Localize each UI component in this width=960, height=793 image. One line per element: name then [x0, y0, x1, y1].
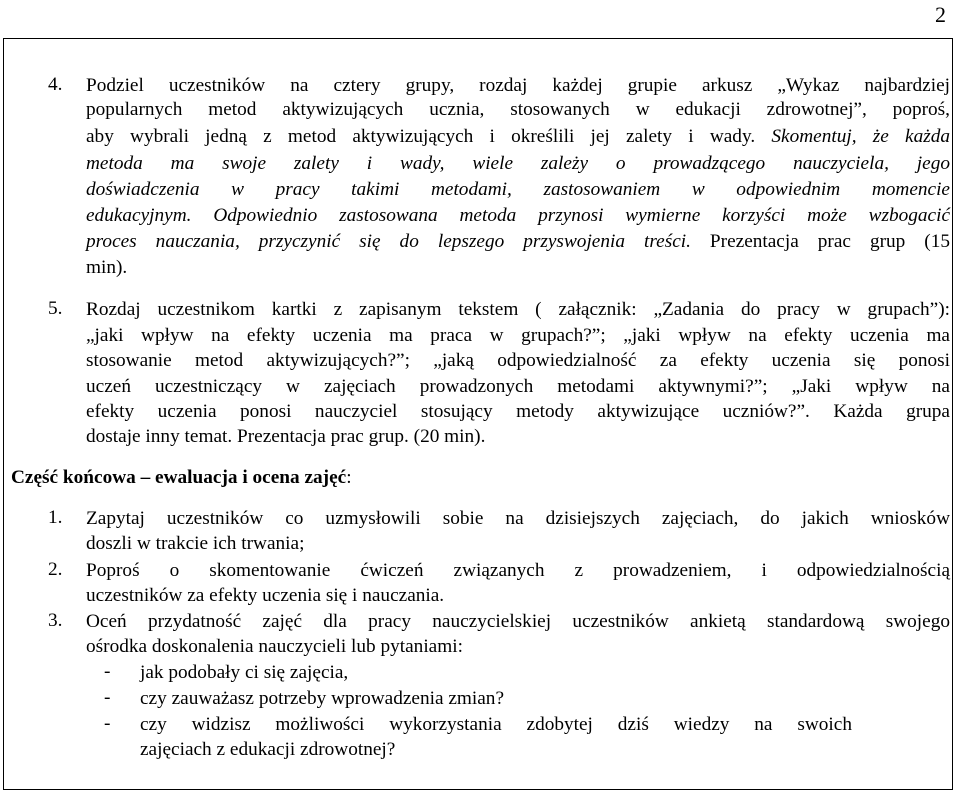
question-3-dash: - [104, 713, 111, 734]
list-item-3-number: 3. [48, 610, 63, 631]
question-3-line-2: zajęciach z edukacji zdrowotnej? [140, 739, 396, 760]
question-1-dash: - [104, 661, 111, 682]
list-item-1-line-1: Zapytaj uczestników co uzmysłowili sobie na dzisiejszych zajęciach, do jakich wniosków [86, 508, 950, 529]
item-4-line-7: proces nauczania, przyczynić się do lepszego przyswojenia treści. Prezentacja prac grup (15 [86, 231, 950, 252]
item-4-line-6: edukacyjnym. Odpowiednio zastosowana metoda przynosi wymierne korzyści może wzbogacić [86, 205, 950, 226]
question-1-line-1: jak podobały ci się zajęcia, [140, 662, 349, 683]
item-4-line-1: Podziel uczestników na cztery grupy, rozdaj każdej grupie arkusz „Wykaz najbardziej [86, 75, 950, 96]
item-4-number: 4. [48, 74, 63, 95]
page-number: 2 [935, 2, 946, 27]
item-4-line-4: metoda ma swoje zalety i wady, wiele zależy o prowadzącego nauczyciela, jego [86, 153, 950, 174]
section-title: Część końcowa – ewaluacja i ocena zajęć: [11, 467, 352, 488]
item-5-line-5: efekty uczenia ponosi nauczyciel stosujący metody aktywizujące uczniów?”. Każda grupa [86, 401, 950, 422]
item-4-line-5: doświadczenia w pracy takimi metodami, zastosowaniem w odpowiednim momencie [86, 179, 950, 200]
list-item-1-number: 1. [48, 507, 63, 528]
list-item-3-line-1: Oceń przydatność zajęć dla pracy nauczycielskiej uczestników ankietą standardową swojego [86, 611, 950, 632]
item-4-line-8: min). [86, 257, 128, 278]
list-item-1-line-2: doszli w trakcie ich trwania; [86, 533, 305, 554]
item-5-line-6: dostaje inny temat. Prezentacja prac grup. (20 min). [86, 426, 486, 447]
item-5-line-3: stosowanie metod aktywizujących?”; „jaką odpowiedzialność za efekty uczenia się ponosi [86, 350, 950, 371]
item-4-line-2: popularnych metod aktywizujących ucznia, stosowanych w edukacji zdrowotnej”, poproś, [86, 99, 950, 120]
list-item-2-line-1: Poproś o skomentowanie ćwiczeń związanych z prowadzeniem, i odpowiedzialnością [86, 560, 950, 581]
item-5-number: 5. [48, 298, 63, 319]
item-5-line-1: Rozdaj uczestnikom kartki z zapisanym tekstem ( załącznik: „Zadania do pracy w grupach”): [86, 299, 950, 320]
list-item-2-number: 2. [48, 559, 63, 580]
question-2-line-1: czy zauważasz potrzeby wprowadzenia zmian? [140, 688, 504, 709]
item-4-line-3: aby wybrali jedną z metod aktywizujących i określili jej zalety i wady. Skomentuj, że każda [86, 126, 950, 147]
question-3-line-1: czy widzisz możliwości wykorzystania zdobytej dziś wiedzy na swoich [140, 714, 852, 735]
list-item-2-line-2: uczestników za efekty uczenia się i nauczania. [86, 585, 445, 606]
content-frame [3, 38, 953, 790]
item-5-line-2: „jaki wpływ na efekty uczenia ma praca w grupach?”; „jaki wpływ na efekty uczenia ma [86, 325, 950, 346]
list-item-3-line-2: ośrodka doskonalenia nauczycieli lub pytaniami: [86, 636, 463, 657]
item-5-line-4: uczeń uczestniczący w zajęciach prowadzonych metodami aktywnymi?”; „Jaki wpływ na [86, 376, 950, 397]
question-2-dash: - [104, 687, 111, 708]
